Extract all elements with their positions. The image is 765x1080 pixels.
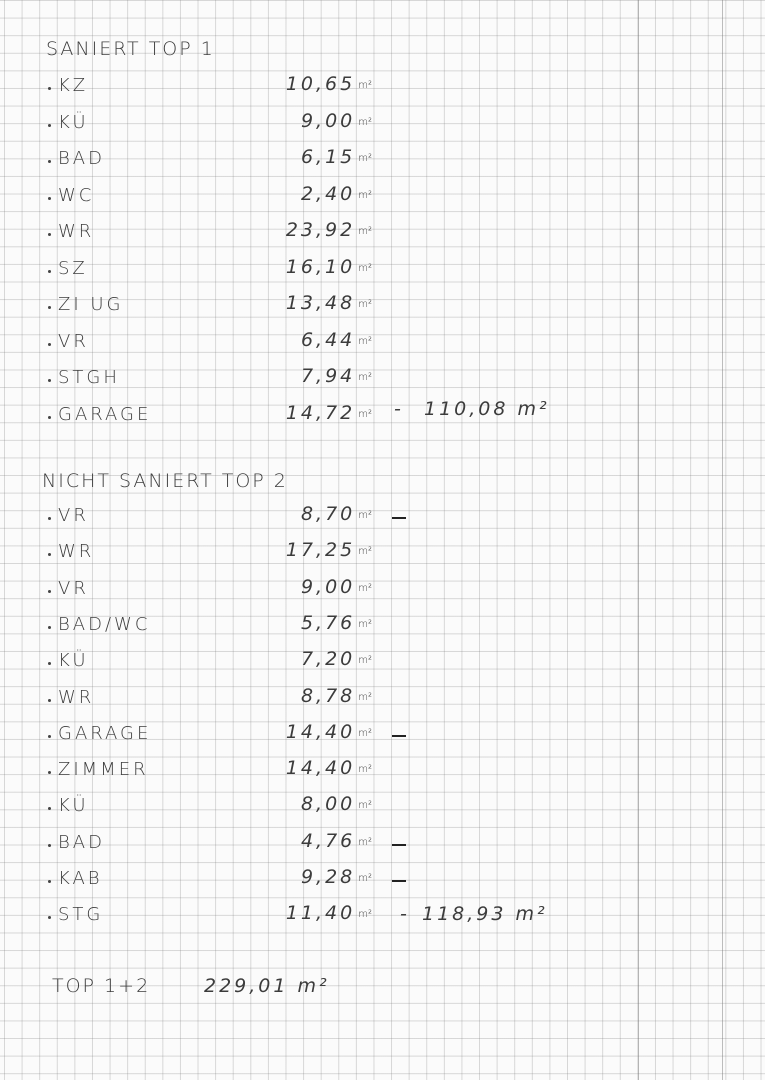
row-value-number: 10,65 (285, 73, 356, 95)
row-label: VR (58, 577, 89, 599)
row-label: GARAGE (58, 403, 152, 425)
row-value (252, 648, 372, 670)
row-label: VR (58, 330, 89, 352)
row-value (252, 365, 372, 387)
row-bullet (48, 807, 51, 810)
row-bullet (48, 343, 51, 346)
row-value (252, 402, 372, 424)
row-label: ZIMMER (58, 759, 149, 781)
row-value-number: 9,00 (300, 575, 356, 598)
row-bullet (48, 416, 51, 419)
row-value-unit: m² (358, 189, 372, 201)
row-value (252, 503, 372, 525)
row-label: KZ (58, 75, 89, 96)
row-label: VR (58, 505, 89, 526)
row-value-number: 9,00 (300, 109, 356, 132)
row-value (252, 329, 372, 351)
row-bullet (48, 87, 51, 90)
row-value-unit: m² (358, 80, 372, 91)
section1-sum: 110,08 m² (424, 398, 550, 420)
row-label: BAD (58, 148, 105, 169)
section1-sum-sep: - (394, 398, 404, 420)
row-value-unit: m² (358, 836, 372, 848)
row-value (252, 73, 372, 95)
row-bullet (48, 880, 51, 883)
row-label: WR (58, 541, 95, 563)
margin-line (638, 0, 639, 1080)
row-bullet (48, 379, 51, 382)
row-value-number: 8,70 (300, 503, 356, 525)
row-value (252, 902, 372, 924)
row-value-unit: m² (358, 800, 372, 812)
row-value-unit: m² (358, 873, 372, 884)
section2-sum: 118,93 m² (422, 903, 548, 925)
row-value-unit: m² (358, 335, 372, 347)
row-value-number: 14,40 (285, 757, 356, 780)
row-value (252, 685, 372, 707)
row-value-number: 13,48 (285, 292, 356, 314)
row-value (252, 793, 372, 815)
row-label: WR (58, 686, 95, 708)
row-value (252, 757, 372, 779)
row-value (252, 292, 372, 314)
row-bullet (48, 626, 51, 629)
row-value-number: 8,78 (300, 684, 356, 707)
row-value (252, 866, 372, 888)
row-value-unit: m² (358, 116, 372, 128)
row-value (252, 576, 372, 598)
row-bullet (48, 197, 51, 200)
row-tick-dash (392, 844, 406, 846)
row-label: BAD (58, 831, 105, 853)
row-label: KÜ (58, 111, 89, 133)
row-bullet (48, 270, 51, 273)
row-label: KAB (58, 868, 103, 889)
row-value (252, 183, 372, 205)
row-value-unit: m² (358, 655, 372, 667)
row-value-unit: m² (358, 510, 372, 521)
row-bullet (48, 916, 51, 919)
row-bullet (48, 553, 51, 556)
row-tick-dash (392, 735, 406, 737)
row-value-unit: m² (358, 226, 372, 237)
row-value-number: 9,28 (300, 866, 356, 888)
row-bullet (48, 124, 51, 127)
row-value-unit: m² (358, 153, 372, 164)
row-value-unit: m² (358, 691, 372, 703)
row-value-number: 17,25 (285, 539, 356, 562)
row-value (252, 146, 372, 168)
row-value-number: 6,44 (300, 328, 356, 351)
row-value-number: 5,76 (300, 611, 356, 634)
row-bullet (48, 735, 51, 738)
row-value-unit: m² (358, 372, 372, 383)
row-label: KÜ (58, 795, 89, 817)
row-bullet (48, 233, 51, 236)
row-value-unit: m² (358, 262, 372, 274)
total-value: 229,01 m² (204, 975, 330, 997)
row-value (252, 219, 372, 241)
row-label: STG (58, 904, 104, 926)
row-value (252, 830, 372, 852)
row-value-number: 7,94 (300, 365, 356, 387)
row-bullet (48, 771, 51, 774)
row-value-number: 14,72 (285, 401, 356, 424)
row-value-number: 7,20 (300, 648, 356, 671)
row-tick-dash (392, 517, 406, 519)
row-value (252, 721, 372, 743)
row-label: ZI UG (58, 294, 124, 315)
row-value-number: 11,40 (285, 902, 356, 925)
row-value (252, 612, 372, 634)
row-bullet (48, 699, 51, 702)
row-value-unit: m² (358, 727, 372, 739)
row-label: BAD/WC (58, 613, 151, 635)
row-value-unit: m² (358, 582, 372, 594)
row-bullet (48, 306, 51, 309)
row-value-unit: m² (358, 764, 372, 776)
row-label: SZ (58, 257, 88, 279)
row-label: GARAGE (58, 722, 152, 744)
row-value-number: 6,15 (300, 146, 356, 168)
section2-title: NICHT SANIERT TOP 2 (42, 470, 288, 492)
row-value-number: 8,00 (300, 793, 356, 816)
row-value-number: 16,10 (285, 255, 356, 278)
section2-sum-sep: - (400, 903, 410, 925)
row-bullet (48, 844, 51, 847)
row-bullet (48, 662, 51, 665)
row-label: WR (58, 221, 95, 242)
row-label: STGH (58, 367, 120, 388)
row-value-unit: m² (358, 299, 372, 310)
row-value-unit: m² (358, 618, 372, 630)
row-label: WC (58, 184, 95, 206)
row-value-number: 2,40 (300, 182, 356, 205)
row-bullet (48, 590, 51, 593)
row-bullet (48, 160, 51, 163)
row-value (252, 256, 372, 278)
row-value-number: 23,92 (285, 219, 356, 241)
row-value-unit: m² (358, 408, 372, 420)
row-value-number: 4,76 (300, 829, 356, 852)
row-value (252, 539, 372, 561)
section1-title: SANIERT TOP 1 (46, 38, 215, 60)
margin-line (722, 0, 723, 1080)
row-value-number: 14,40 (285, 720, 356, 743)
row-tick-dash (392, 880, 406, 882)
row-value-unit: m² (358, 909, 372, 921)
row-label: KÜ (58, 650, 89, 672)
row-value (252, 110, 372, 132)
total-label: TOP 1+2 (52, 975, 151, 997)
row-value-unit: m² (358, 546, 372, 558)
row-bullet (48, 517, 51, 520)
